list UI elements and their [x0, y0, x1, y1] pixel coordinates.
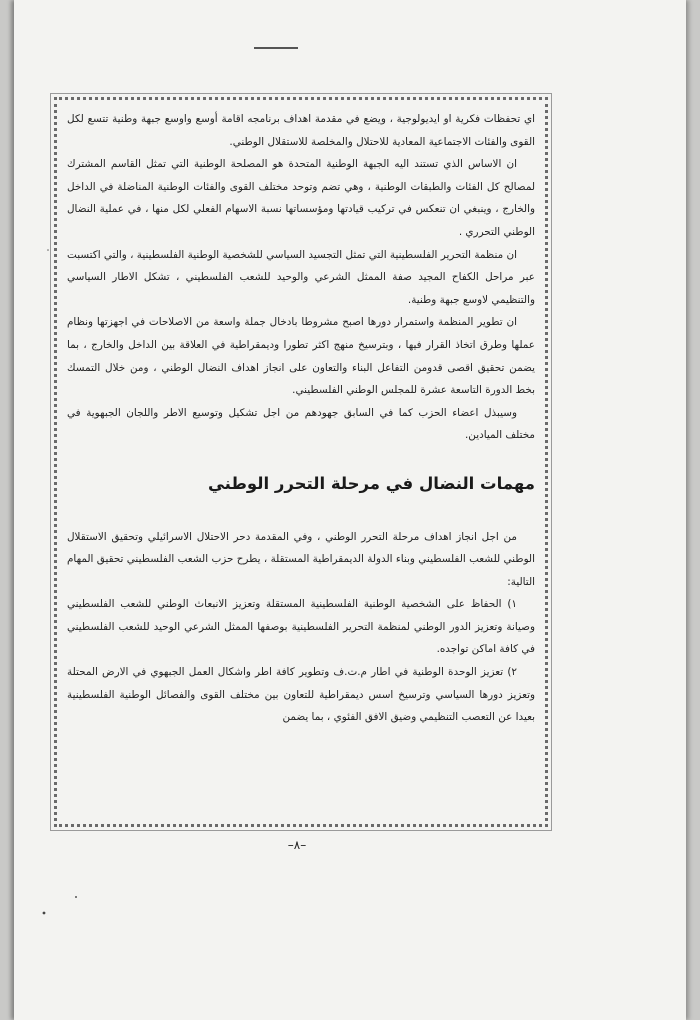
paragraph-8: ٢) تعزيز الوحدة الوطنية في اطار م.ت.ف وتطوير كافة اطر واشكال العمل الجبهوي في الارض المحتلة وتعزيز دورها السياسي وترسيخ اسس ديمقراطية للتعاون بين مختلف القوى والفصائل الوطنية الفلسطينية بعيدا عن التعصب التنظيمي وضيق الافق الفئوي ، بما يضمن	[67, 666, 535, 724]
paragraph-4: ان تطوير المنظمة واستمرار دورها اصبح مشروطا بادخال جملة واسعة من الاصلاحات في اجهزتها ونظام عملها وطرق اتخاذ القرار فيها ، وبترسيخ منهج اكثر تطورا وديمقراطية في العلاقة بين الداخل والخارج ، بما يضمن تحقيق اقصى قدومن التفاعل البناء والتعاون على انجاز اهداف النضال الوطني ، ومن خلال التمسك بخط الدورة التاسعة عشرة للمجلس الوطني الفلسطيني.	[67, 316, 535, 397]
text-frame	[54, 97, 548, 827]
paragraph-2: ان الاساس الذي تستند اليه الجبهة الوطنية المتحدة هو المصلحة الوطنية التي تمثل القاسم المشترك لمصالح كل الفئات والطبقات الوطنية ، وهي تضم وتوحد مختلف القوى والفئات الوطنية المناضلة في الداخل والخارج ، وينبغي ان تنعكس في تركيب قيادتها ومؤسساتها نسبة الاسهام الفعلي لكل منها ، في عملية النضال الوطني التحرري .	[67, 158, 535, 238]
top-rule-line	[254, 47, 298, 49]
section-heading: مهمات النضال في مرحلة التحرر الوطني	[207, 473, 535, 493]
body-text	[67, 108, 535, 729]
document-page	[14, 0, 686, 1020]
page-number: –٨–	[287, 838, 307, 852]
paragraph-6: من اجل انجاز اهداف مرحلة التحرر الوطني ، وفي المقدمة دحر الاحتلال الاسرائيلي وتحقيق الاستقلال الوطني للشعب الفلسطيني وبناء الدولة الديمقراطية المستقلة ، يطرح حزب الشعب الفلسطيني تحقيق المهام التالية:	[67, 530, 535, 588]
paragraph-7: ١) الحفاظ على الشخصية الوطنية الفلسطينية المستقلة وتعزيز الانبعاث الوطني للشعب الفلسطيني وصيانة وتعزيز الدور الوطني لمنظمة التحرير الفلسطينية بوصفها الممثل الشرعي الوحيد للشعب الفلسطيني في كافة اماكن تواجده.	[67, 598, 535, 656]
paragraph-1: اي تحفظات فكرية او ايديولوجية ، ويضع في مقدمة اهداف برنامجه اقامة أوسع واوسع جبهة وطنية تتسع لكل القوى والفئات الاجتماعية المعادية للاحتلال والمخلصة للاستقلال الوطني.	[67, 113, 535, 148]
paragraph-3: ان منظمة التحرير الفلسطينية التي تمثل التجسيد السياسي للشخصية الوطنية الفلسطينية ، والتي اكتسبت عبر مراحل الكفاح المجيد صفة الممثل الشرعي والوحيد للشعب الفلسطيني ، تشكل الاطار السياسي والتنظيمي لاوسع جبهة وطنية.	[67, 248, 535, 306]
paragraph-5: وسيبذل اعضاء الحزب كما في السابق جهودهم من اجل تشكيل وتوسيع الاطر واللجان الجبهوية في مختلف الميادين.	[67, 406, 535, 442]
